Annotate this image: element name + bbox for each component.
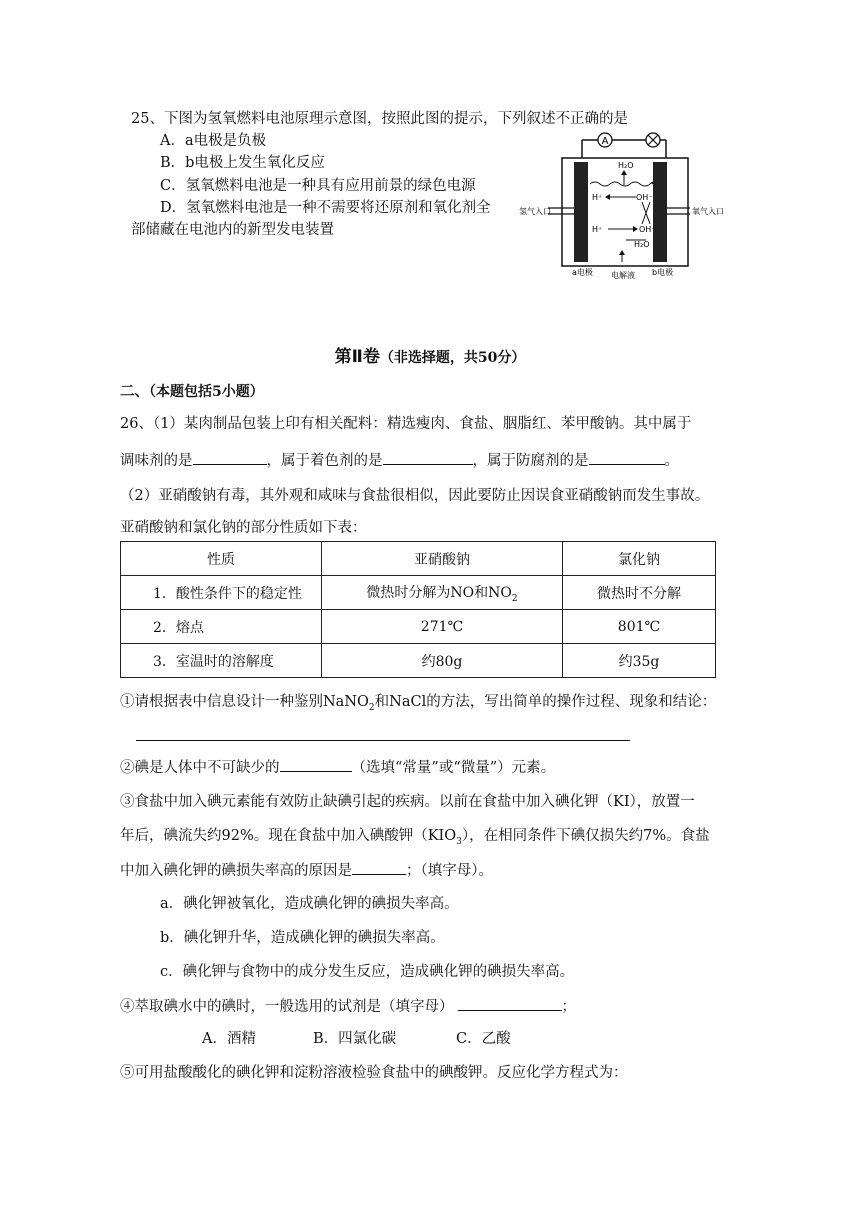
q26-s3-line2: 年后，碘流失约92%。现在食盐中加入碘酸钾$(KIO_3)$，在相同条件下碘仅损失约7%。食盐 (120, 828, 710, 847)
table-cell: 271℃ (322, 610, 563, 644)
q26-p1-a: 调味剂的是 (120, 453, 193, 469)
answer-blank-iodine-type[interactable] (280, 757, 352, 772)
ammeter-label: A (601, 136, 609, 147)
answer-blank-colorant[interactable] (383, 450, 473, 465)
q26-s3-option-a: a．碘化钾被氧化，造成碘化钾的碘损失率高。 (160, 896, 459, 912)
part2-subtitle: （非选择题，共50分） (379, 350, 526, 366)
q26-p1-line1: 26、（1）某肉制品包装上印有相关配料：精选瘦肉、食盐、胭脂红、苯甲酸钠。其中属于 (120, 416, 692, 432)
section2-label: 二、 (120, 383, 149, 400)
q26-s1-a: ①请根据表中信息设计一种鉴别NaNO (120, 694, 369, 710)
q26-s2-a: ②碘是人体中不可缺少的 (120, 760, 280, 776)
section2-note: （本题包括5小题） (149, 384, 264, 400)
answer-blank-preservative[interactable] (589, 450, 665, 465)
part2-heading (0, 342, 860, 367)
q25-option-b: B．b电极上发生氧化反应 (160, 155, 325, 171)
table-cell: 约80g (322, 644, 563, 678)
q26-s4-option-a: A．酒精 (202, 1031, 256, 1047)
q26-s3-option-b: b．碘化钾升华，造成碘化钾的碘损失率高。 (160, 930, 445, 946)
table-cell: 2．熔点 (121, 610, 322, 644)
q25-option-a: A．a电极是负极 (160, 133, 267, 149)
table-cell: 1．酸性条件下的稳定性 (121, 576, 322, 610)
table-header: 性质 (121, 542, 322, 576)
oxygen-inlet-label: 氧气入口 (692, 207, 724, 216)
q26-p2-line2: 亚硝酸钠和氯化钠的部分性质如下表： (120, 520, 367, 536)
electrolyte-label: 电解液 (611, 271, 635, 280)
table-cell: 微热时不分解 (563, 576, 716, 610)
b-electrode (653, 162, 667, 262)
a-electrode-label: a电极 (572, 268, 593, 277)
q26-p1-line2 (120, 450, 679, 471)
table-row (121, 644, 716, 678)
answer-line-method[interactable] (136, 740, 630, 741)
q26-s1: ①请根据表中信息设计一种鉴别NaNO$_2$和NaCl的方法，写出简单的操作过程、现象和结论： (120, 694, 717, 713)
b-electrode-label: b电极 (652, 268, 674, 277)
table-row (121, 576, 716, 610)
part2-title: 第Ⅱ卷 (334, 347, 380, 367)
q26-s4-option-b: B．四氯化碳 (313, 1031, 397, 1047)
h-ion-top-label: H⁺ (592, 193, 603, 202)
answer-blank-reason[interactable] (352, 860, 406, 875)
q26-p1-b: ，属于着色剂的是 (266, 453, 383, 469)
table-cell: 微热时分解为NO和$NO_2$ (322, 576, 563, 610)
a-electrode (574, 162, 588, 262)
q26-s5: ⑤可用盐酸酸化的碘化钾和淀粉溶液检验食盐中的碘酸钾。反应化学方程式为： (120, 1065, 628, 1081)
q26-p1-end: 。 (664, 453, 679, 469)
q26-s2-b: （选填“常量”或“微量”）元素。 (351, 760, 556, 776)
fuel-cell-diagram (518, 128, 733, 280)
q26-s3-line1: ③食盐中加入碘元素能有效防止缺碘引起的疾病。以前在食盐中加入碘化钾（KI），放置一 (120, 794, 695, 810)
table-cell: 801℃ (563, 610, 716, 644)
water-bottom-label: H₂O (634, 240, 650, 249)
oh-bottom-label: OH⁻ (639, 225, 656, 234)
q26-s4-option-c: C．乙酸 (456, 1031, 511, 1047)
answer-blank-reagent[interactable] (458, 996, 562, 1011)
section2-heading (120, 382, 264, 402)
q26-s4: ④萃取碘水中的碘时，一般选用的试剂是（填字母） ； (120, 996, 576, 1017)
oh-top-label: OH⁻ (636, 193, 653, 202)
q26-p2-line1: （2）亚硝酸钠有毒，其外观和咸味与食盐很相似，因此要防止因误食亚硝酸钠而发生事故。 (120, 488, 710, 504)
table-row (121, 610, 716, 644)
q25-option-d: D．氢氧燃料电池是一种不需要将还原剂和氧化剂全 (160, 200, 491, 216)
properties-table (120, 541, 716, 678)
q26-s3-line3: 中加入碘化钾的碘损失率高的原因是 ；（填字母）。 (120, 860, 493, 881)
table-cell: 3．室温时的溶解度 (121, 644, 322, 678)
q25-stem: 25、下图为氢氧燃料电池原理示意图，按照此图的提示，下列叙述不正确的是 (131, 111, 628, 127)
table-header: 氯化钠 (563, 542, 716, 576)
answer-blank-seasoning[interactable] (193, 450, 267, 465)
table-cell: 约35g (563, 644, 716, 678)
q26-p1-c: ，属于防腐剂的是 (472, 453, 589, 469)
q26-s3-option-c: c．碘化钾与食物中的成分发生反应，造成碘化钾的碘损失率高。 (160, 964, 575, 980)
table-header-row (121, 542, 716, 576)
h-ion-bottom-label: H⁺ (592, 225, 603, 234)
water-top-label: H₂O (618, 161, 634, 170)
table-header: 亚硝酸钠 (322, 542, 563, 576)
q26-s2 (120, 757, 555, 778)
q26-s1-b: 和NaCl的方法，写出简单的操作过程、现象和结论： (374, 694, 717, 710)
q25-option-c: C．氢氧燃料电池是一种具有应用前景的绿色电源 (160, 178, 476, 194)
q25-option-d-cont: 部储藏在电池内的新型发电装置 (131, 222, 334, 238)
hydrogen-inlet-label: 氢气入口 (519, 207, 551, 216)
